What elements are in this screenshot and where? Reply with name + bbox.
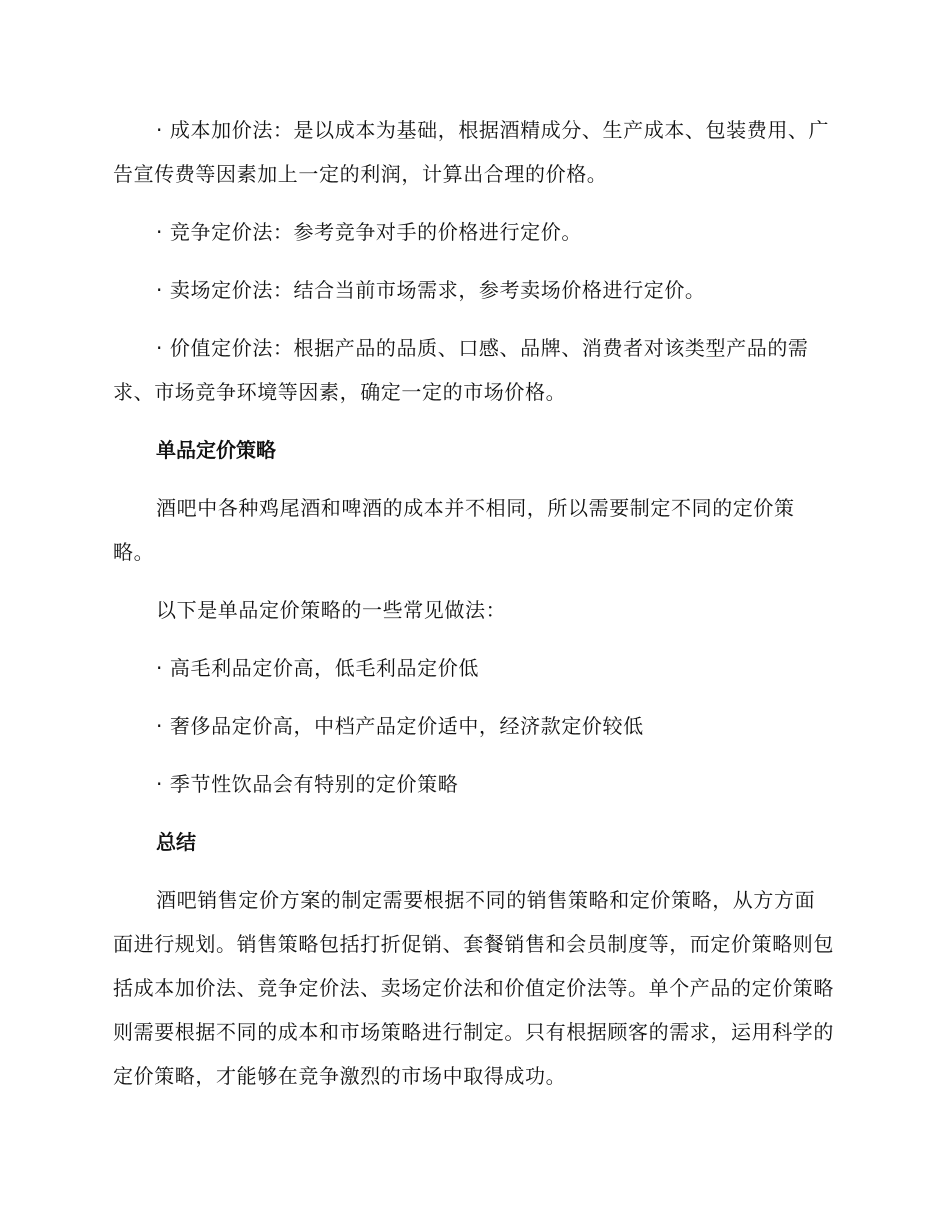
single-item-bullet-seasonal: · 季节性饮品会有特别的定价策略 <box>156 772 459 796</box>
bullet-cost-plus: · 成本加价法：是以成本为基础，根据酒精成分、生产成本、包装费用、广告宣传费等因素加上一定的利润，计算出合理的价格。 <box>113 118 830 186</box>
single-item-bullet-margin: · 高毛利品定价高，低毛利品定价低 <box>156 656 479 680</box>
bullet-value-pricing: · 价值定价法：根据产品的品质、口感、品牌、消费者对该类型产品的需求、市场竞争环境等因素，确定一定的市场价格。 <box>113 336 809 404</box>
single-item-lead: 以下是单品定价策略的一些常见做法： <box>156 598 507 622</box>
summary-paragraph: 酒吧销售定价方案的制定需要根据不同的销售策略和定价策略，从方方面面进行规划。销售策略包括打折促销、套餐销售和会员制度等，而定价策略则包括成本加价法、竞争定价法、卖场定价法和价值定价法等。单个产品的定价策略则需要根据不同的成本和市场策略进行制定。只有根据顾客的需求，运用科学的定价策略，才能够在竞争激烈的市场中取得成功。 <box>113 888 834 1088</box>
section-heading-summary: 总结 <box>156 830 196 854</box>
section-heading-single-item: 单品定价策略 <box>156 438 276 462</box>
single-item-bullet-tier: · 奢侈品定价高，中档产品定价适中，经济款定价较低 <box>156 714 644 738</box>
bullet-store-pricing: · 卖场定价法：结合当前市场需求，参考卖场价格进行定价。 <box>156 278 706 302</box>
bullet-competition-pricing: · 竞争定价法：参考竞争对手的价格进行定价。 <box>156 220 582 244</box>
single-item-intro: 酒吧中各种鸡尾酒和啤酒的成本并不相同，所以需要制定不同的定价策略。 <box>113 496 795 564</box>
document-body <box>113 108 835 1098</box>
